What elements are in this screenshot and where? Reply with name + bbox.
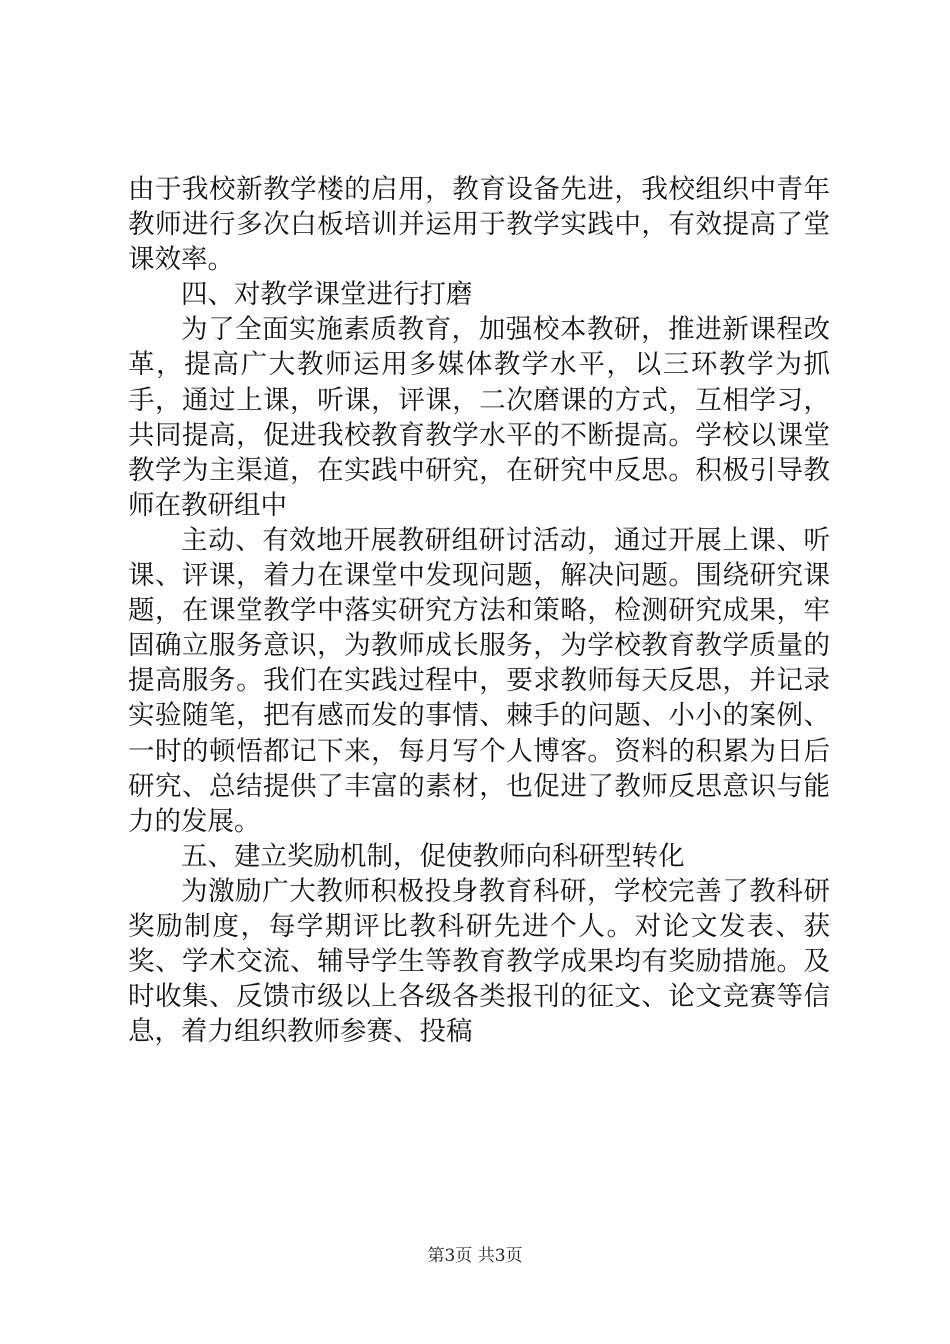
paragraph-whiteboard-training: 由于我校新教学楼的启用，教育设备先进，我校组织中青年教师进行多次白板培训并运用于教学实践中，有效提高了堂课效率。 [128,174,830,276]
page-indicator: 第3页 共3页 [427,1246,523,1266]
paragraph-quality-education: 为了全面实施素质教育，加强校本教研，推进新课程改革，提高广大教师运用多媒体教学水平，以三环教学为抓手，通过上课，听课，评课，二次磨课的方式，互相学习，共同提高，促进我校教育教学水平的不断提高。学校以课堂教学为主渠道，在实践中研究，在研究中反思。积极引导教师在教研组中 [128,314,830,521]
section-heading-four: 四、对教学课堂进行打磨 [181,279,473,311]
document-body [128,172,830,1049]
section-heading-five: 五、建立奖励机制，促使教师向科研型转化 [181,840,685,872]
paragraph-reward-mechanism: 为激励广大教师积极投身教育科研，学校完善了教科研奖励制度，每学期评比教科研先进个人。对论文发表、获奖、学术交流、辅导学生等教育教学成果均有奖励措施。及时收集、反馈市级以上各级各类报刊的征文、论文竞赛等信息，着力组织教师参赛、投稿 [128,875,830,1048]
paragraph-teaching-research: 主动、有效地开展教研组研讨活动，通过开展上课、听课、评课，着力在课堂中发现问题，解决问题。围绕研究课题，在课堂教学中落实研究方法和策略，检测研究成果，牢固确立服务意识，为教师成长服务，为学校教育教学质量的提高服务。我们在实践过程中，要求教师每天反思，并记录实验随笔，把有感而发的事情、棘手的问题、小小的案例、一时的顿悟都记下来，每月写个人博客。资料的积累为日后研究、总结提供了丰富的素材，也促进了教师反思意识与能力的发展。 [128,524,830,837]
